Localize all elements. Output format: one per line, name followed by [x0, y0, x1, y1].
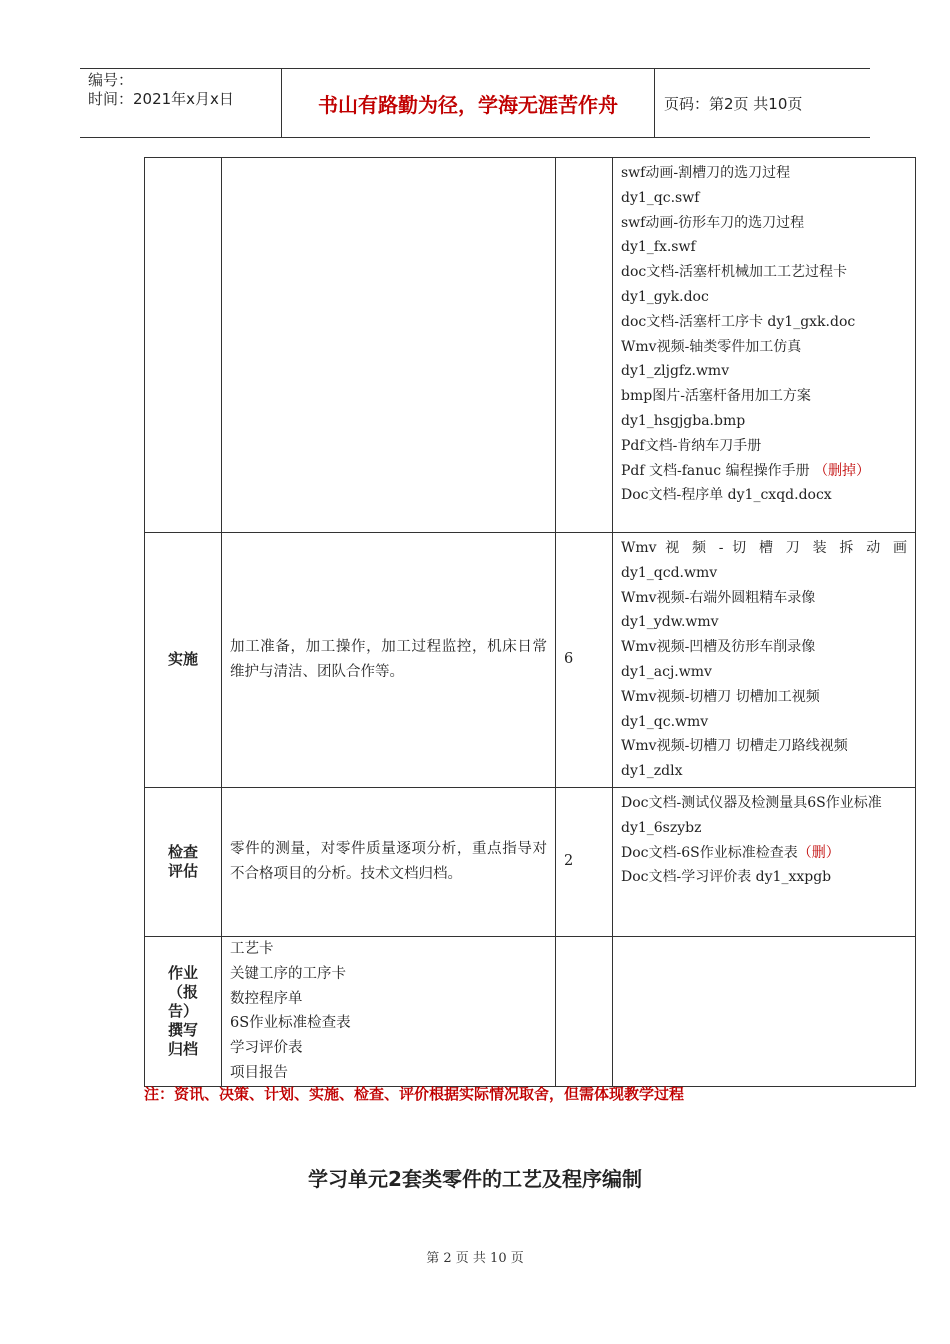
deliverable-item: 数控程序单: [230, 990, 303, 1007]
resource-item: Pdf文档-肯纳车刀手册: [621, 437, 762, 454]
page-header: [80, 68, 870, 138]
deliverable-item: 学习评价表: [230, 1040, 303, 1057]
resource-item: dy1_qc.wmv: [621, 713, 709, 730]
resources-cell: [613, 533, 916, 788]
resources-cell: [613, 936, 916, 1086]
delete-note: （删）: [797, 844, 840, 861]
stage-label-line: 评估: [167, 861, 198, 880]
resource-item: dy1_hsgjgba.bmp: [621, 412, 746, 429]
stage-label: 实施: [145, 533, 222, 788]
resources-cell: [613, 158, 916, 533]
fanuc-manual-text: Pdf 文档-fanuc 编程操作手册: [621, 462, 810, 479]
stage-cell: [145, 158, 222, 533]
header-page-info: 页码：第2页 共10页: [664, 94, 803, 113]
header-meta: [80, 69, 282, 137]
resource-item: dy1_gyk.doc: [621, 288, 709, 305]
table-row: [145, 936, 916, 1086]
resource-item: dy1_zljgfz.wmv: [621, 363, 730, 380]
table-row: [145, 787, 916, 936]
content-cell: 加工准备，加工操作，加工过程监控，机床日常维护与清洁、团队合作等。: [222, 533, 556, 788]
stage-label: [145, 936, 222, 1086]
table-note: 注：资讯、决策、计划、实施、检查、评价根据实际情况取舍，但需体现教学过程: [144, 1085, 685, 1103]
resource-item: Wmv视频-轴类零件加工仿真: [621, 338, 802, 355]
resource-item: dy1_qc.swf: [621, 189, 700, 206]
unit-title: 学习单元2套类零件的工艺及程序编制: [308, 1167, 642, 1191]
resource-item: dy1_zdlx: [621, 763, 683, 780]
resource-item: doc文档-活塞杆工序卡 dy1_gxk.doc: [621, 313, 856, 330]
resources-cell: [613, 787, 916, 936]
hours-cell: 6: [556, 533, 613, 788]
resource-item: Wmv视频-切槽刀 切槽加工视频: [621, 688, 820, 705]
delete-note: （删掉）: [814, 462, 871, 479]
deliverable-item: 6S作业标准检查表: [230, 1015, 351, 1032]
resource-item: Doc文档-学习评价表 dy1_xxpgb: [621, 869, 832, 886]
page-footer: 第 2 页 共 10 页: [426, 1251, 524, 1266]
resource-item: dy1_ydw.wmv: [621, 614, 719, 631]
content-cell: 零件的测量，对零件质量逐项分析，重点指导对不合格项目的分析。技术文档归档。: [222, 787, 556, 936]
resource-item: Wmv视频-切槽刀 切槽走刀路线视频: [621, 738, 848, 755]
teaching-plan-table: [144, 157, 916, 1087]
hours-cell: 2: [556, 787, 613, 936]
time-label: 时间：2021年x月x日: [88, 90, 234, 108]
resource-item: Wmv 视 频 - 切 槽 刀 装 拆 动 画: [621, 540, 907, 556]
deliverable-item: 工艺卡: [230, 940, 274, 957]
content-cell: [222, 158, 556, 533]
header-motto: 书山有路勤为径，学海无涯苦作舟: [282, 69, 655, 137]
resource-item: Wmv视频-凹槽及彷形车削录像: [621, 639, 816, 656]
resource-item: Doc文档-程序单 dy1_cxqd.docx: [621, 487, 832, 504]
resource-item: dy1_qcd.wmv: [621, 564, 718, 581]
resource-item: doc文档-活塞杆机械加工工艺过程卡: [621, 264, 847, 281]
deliverable-item: 项目报告: [230, 1064, 288, 1081]
resource-item: dy1_acj.wmv: [621, 663, 712, 680]
checklist-text: Doc文档-6S作业标准检查表: [621, 844, 798, 861]
stage-label-line: 归档: [167, 1039, 198, 1058]
resource-item: bmp图片-活塞杆备用加工方案: [621, 388, 811, 405]
table-row: [145, 533, 916, 788]
resource-item: [621, 841, 907, 866]
stage-label: [145, 787, 222, 936]
stage-label-line: （报: [167, 982, 198, 1001]
stage-label-line: 检查: [167, 842, 198, 861]
deliverable-item: 关键工序的工序卡: [230, 965, 346, 982]
resource-item: Wmv视频-右端外圆粗精车录像: [621, 589, 816, 606]
stage-label-line: 告）: [167, 1001, 198, 1020]
content-cell: [222, 936, 556, 1086]
resource-item: Doc文档-测试仪器及检测量具6S作业标准 dy1_6szybz: [621, 794, 882, 836]
resource-item: [621, 459, 907, 484]
resource-item: swf动画-彷形车刀的选刀过程: [621, 214, 805, 231]
resource-item: swf动画-割槽刀的选刀过程: [621, 165, 791, 181]
resource-item: dy1_fx.swf: [621, 239, 696, 256]
stage-label-line: 撰写: [167, 1020, 198, 1039]
hours-cell: [556, 158, 613, 533]
number-label: 编号：: [88, 71, 134, 89]
hours-cell: [556, 936, 613, 1086]
stage-label-line: 作业: [167, 963, 198, 982]
table-row: [145, 158, 916, 533]
